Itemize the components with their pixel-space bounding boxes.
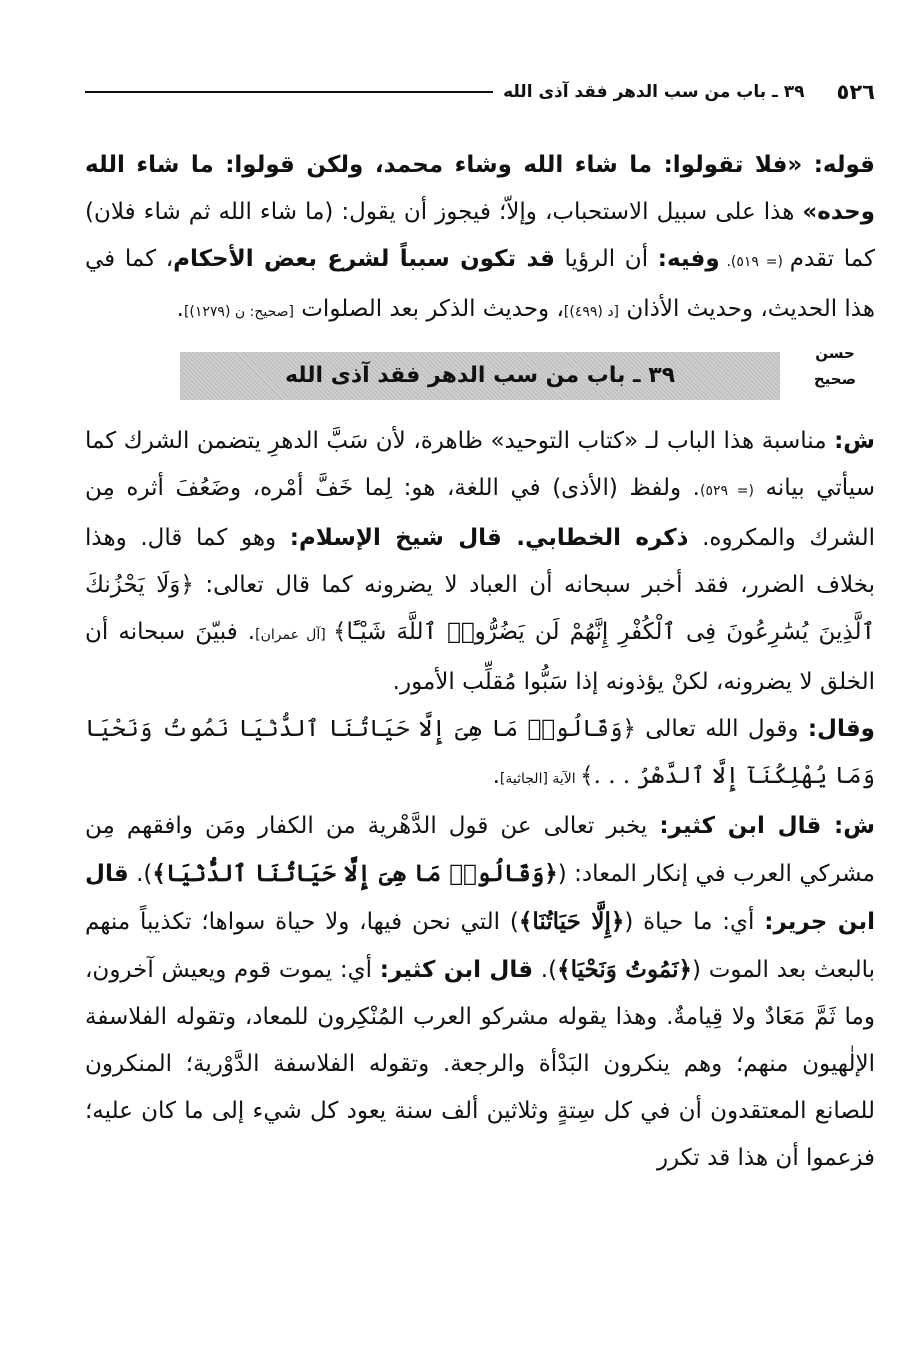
verse-2-reference: الآية [الجاثية] (499, 771, 581, 787)
page-body (85, 142, 875, 1182)
cross-reference-2: (= ٥٢٩) (699, 483, 754, 499)
paragraph-1-text-3: ، كما في هذا الحديث، وحديث الأذان (85, 246, 875, 322)
quran-quote-1: ﴿وَقَالُوا۟ مَا هِىَ إِلَّا حَيَاتُنَا ٱلدُّنْيَا﴾ (152, 860, 558, 887)
paragraph-4-text-6: أي: يموت قوم ويعيش آخرون، وما ثَمَّ مَعَادٌ ولا قِيامةٌ. وهذا يقوله مشركو العرب المُنْكِرون للمعاد، وتقوله الفلاسفة الإلٰهيون منهم؛ وهم ينكرون البَدْأة والرجعة. وتقوله الفلاسفة الدَّوْرية؛ المنكرون للصانع المعتقدون أن في كل سِتةٍ وثلاثين ألف سنة يعود كل شيء إلى ما كان عليه؛ فزعموا أن هذا قد تكرر (85, 957, 875, 1171)
paragraph-4-lead: ش: قال ابن كثير: (659, 813, 875, 839)
page-number: ٥٢٦ (836, 80, 875, 104)
quran-quote-2: ﴿إِلَّا حَيَاتُنَا﴾ (518, 908, 625, 935)
page-header (85, 72, 875, 112)
paragraph-4-text-3: أي: ما حياة ( (624, 909, 765, 935)
paragraph-1-lead: قوله: (813, 152, 875, 178)
paragraph-4-text-5: ). (533, 957, 558, 983)
hadith-quote: «فلا تقولوا: ما شاء الله وشاء محمد، ولكن قولوا: ما شاء الله وحده» (85, 152, 875, 225)
paragraph-1-text-5: . (176, 296, 184, 322)
cross-reference-1: (= ٥١٩). (719, 254, 790, 270)
header-rule (85, 91, 493, 93)
paragraph-1-text-1: هذا على سبيل الاستحباب، وإلاّ؛ فيجوز أن يقول: (ما شاء الله ثم شاء فلان) كما تقدم (85, 199, 875, 272)
paragraph-2-text-2: . ولفظ (الأذى) في اللغة، هو: لِما خَفَّ أمْره، وضَعُفَ أثره مِن الشرك والمكروه. (85, 475, 875, 551)
paragraph-2-bold-1: ذكره الخطابي. قال شيخ الإسلام: (289, 525, 689, 551)
paragraph-4-text-2: ). (128, 861, 153, 887)
paragraph-4-bold-2: قال ابن كثير: (379, 957, 534, 983)
paragraph-4-bold-1: قال ابن جرير: (85, 861, 876, 935)
paragraph-3-lead: وقال: (807, 716, 875, 742)
paragraph-3-text-2: . (492, 763, 500, 789)
paragraph-2 (85, 418, 875, 706)
paragraph-4-text-1: يخبر تعالى عن قول الدَّهْرية من الكفار ومَن وافقهم مِن مشركي العرب في إنكار المعاد: ( (85, 813, 875, 887)
paragraph-4 (85, 803, 875, 1182)
citation-adhan: [د (٤٩٩)] (563, 304, 620, 320)
paragraph-2-lead: ش: (834, 428, 875, 454)
paragraph-1-text-2: أن الرؤيا (554, 246, 658, 272)
paragraph-4-text-4: ) التي نحن فيها، ولا حياة سواها؛ تكذيباً منهم بالبعث بعد الموت ( (85, 909, 875, 983)
paragraph-3-text-1: وقول الله تعالى (635, 716, 808, 742)
quran-quote-3: ﴿نَمُوتُ وَنَحْيَا﴾ (557, 956, 693, 983)
paragraph-2-text-3: وهو كما قال. وهذا بخلاف الضرر، فقد أخبر سبحانه أن العباد لا يضرونه كما قال تعالى: (85, 525, 875, 598)
margin-note-line-2: صحيح (813, 370, 857, 388)
citation-dhikr: [صحيح: ن (١٢٧٩)] (183, 304, 294, 320)
quran-verse-1: ﴿وَلَا يَحْزُنكَ ٱلَّذِينَ يُسَٰرِعُونَ فِى ٱلْكُفْرِ إِنَّهُمْ لَن يَضُرُّوا۟ ٱللَّهَ شَيْـًٔا﴾ (85, 572, 875, 645)
chapter-heading-box (180, 352, 780, 400)
paragraph-1-text-4: ، وحديث الذكر بعد الصلوات (293, 296, 564, 322)
running-title: ٣٩ ـ باب من سب الدهر فقد آذى الله (503, 82, 805, 102)
paragraph-1 (85, 142, 875, 336)
chapter-title: ٣٩ ـ باب من سب الدهر فقد آذى الله (284, 363, 676, 388)
quran-verse-2: ﴿وَقَالُوا۟ مَا هِىَ إِلَّا حَيَاتُنَا ٱلدُّنْيَا نَمُوتُ وَنَحْيَا وَمَا يُهْلِكُنَآ إِلَّا ٱلدَّهْرُ . . .﴾ (85, 716, 875, 789)
verse-1-reference: [آل عمران] (255, 627, 333, 643)
paragraph-2-text-4: . فبيّنَ سبحانه أن الخلق لا يضرونه، لكنْ يؤذونه إذا سَبُّوا مُقلِّب الأمور. (85, 619, 875, 695)
paragraph-1-lead-2: وفيه: (657, 246, 720, 272)
paragraph-1-bold-2: قد تكون سبباً لشرع بعض الأحكام (173, 246, 555, 272)
paragraph-2-text-1: مناسبة هذا الباب لـ «كتاب التوحيد» ظاهرة، لأن سَبَّ الدهرِ يتضمن الشرك كما سيأتي بيانه (85, 428, 875, 501)
paragraph-3 (85, 706, 875, 803)
margin-note-line-1: حسن (815, 344, 855, 362)
